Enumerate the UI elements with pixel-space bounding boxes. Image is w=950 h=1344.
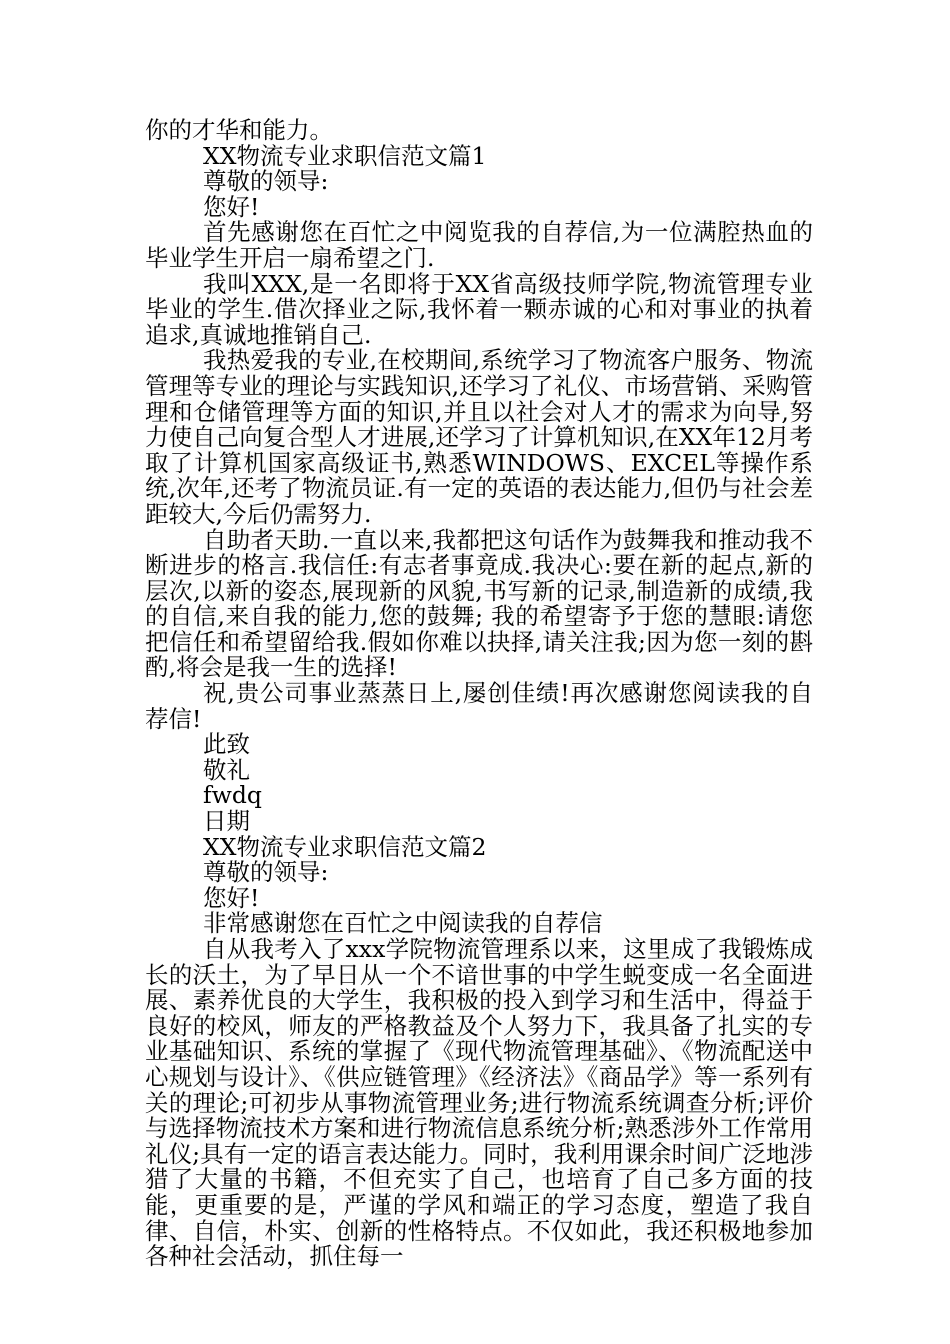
paragraph-college-experience: 自从我考入了xxx学院物流管理系以来，这里成了我锻炼成长的沃土，为了早日从一个不谙世事的中学生蜕变成一名全面进展、素养优良的大学生，我积极的投入到学习和生活中，得益于良好的校风，师友的严格教益及个人努力下，我具备了扎实的专业基础知识、系统的掌握了《现代物流管理基础》、《物流配送中心规划与设计》、《供应链管理》《经济法》《商品学》等一系列有关的理论;可初步从事物流管理业务;进行物流系统调查分析;评价与选择物流技术方案和进行物流信息系统分析;熟悉涉外工作常用礼仪;具有一定的语言表达能力。同时，我利用课余时间广泛地涉猎了大量的书籍，不但充实了自己，也培育了自己多方面的技能，更重要的是，严谨的学风和端正的学习态度，塑造了我自律、自信，朴实、创新的性格特点。不仅如此，我还积极地参加各种社会活动，抓住每一 xyxy=(145,935,813,1271)
salutation: 尊敬的领导: xyxy=(203,167,329,196)
signature: fwdq xyxy=(203,781,262,810)
paragraph-self-introduction: 我叫XXX,是一名即将于XX省高级技师学院,物流管理专业毕业的学生.借次择业之际,我怀着一颗赤诚的心和对事业的执着追求,真诚地推销自己. xyxy=(145,269,813,349)
closing-line-1: 此致 xyxy=(203,730,250,759)
paragraph-intro: 首先感谢您在百忙之中阅览我的自荐信,为一位满腔热血的毕业学生开启一扇希望之门. xyxy=(145,218,813,272)
paragraph-wishes: 祝,贵公司事业蒸蒸日上,屡创佳绩!再次感谢您阅读我的自荐信! xyxy=(145,679,813,733)
paragraph-thanks: 非常感谢您在百忙之中阅读我的自荐信 xyxy=(203,909,603,938)
greeting-2: 您好! xyxy=(203,883,260,912)
greeting: 您好! xyxy=(203,192,260,221)
salutation-2: 尊敬的领导: xyxy=(203,858,329,887)
paragraph-motto: 自助者天助.一直以来,我都把这句话作为鼓舞我和推动我不断进步的格言.我信任:有志者事竟成.我决心:要在新的起点,新的层次,以新的姿态,展现新的风貌,书写新的记录,制造新的成绩,我的自信,来自我的能力,您的鼓舞; 我的希望寄予于您的慧眼:请您把信任和希望留给我.假如你难以抉择,请关注我;因为您一刻的斟酌,将会是我一生的选择! xyxy=(145,525,813,682)
section-heading-2: XX物流专业求职信范文篇2 xyxy=(203,832,487,861)
document-page xyxy=(145,118,813,1270)
closing-line-2: 敬礼 xyxy=(203,755,250,784)
date-line: 日期 xyxy=(203,807,250,836)
section-heading-1: XX物流专业求职信范文篇1 xyxy=(203,141,487,170)
paragraph-continuation: 你的才华和能力。 xyxy=(145,116,333,144)
paragraph-studies: 我热爱我的专业,在校期间,系统学习了物流客户服务、物流管理等专业的理论与实践知识,还学习了礼仪、市场营销、采购管理和仓储管理等方面的知识,并且以社会对人才的需求为向导,努力使自己向复合型人才进展,还学习了计算机知识,在XX年12月考取了计算机国家高级证书,熟悉WINDOWS、EXCEL等操作系统,次年,还考了物流员证.有一定的英语的表达能力,但仍与社会差距较大,今后仍需努力. xyxy=(145,346,813,528)
